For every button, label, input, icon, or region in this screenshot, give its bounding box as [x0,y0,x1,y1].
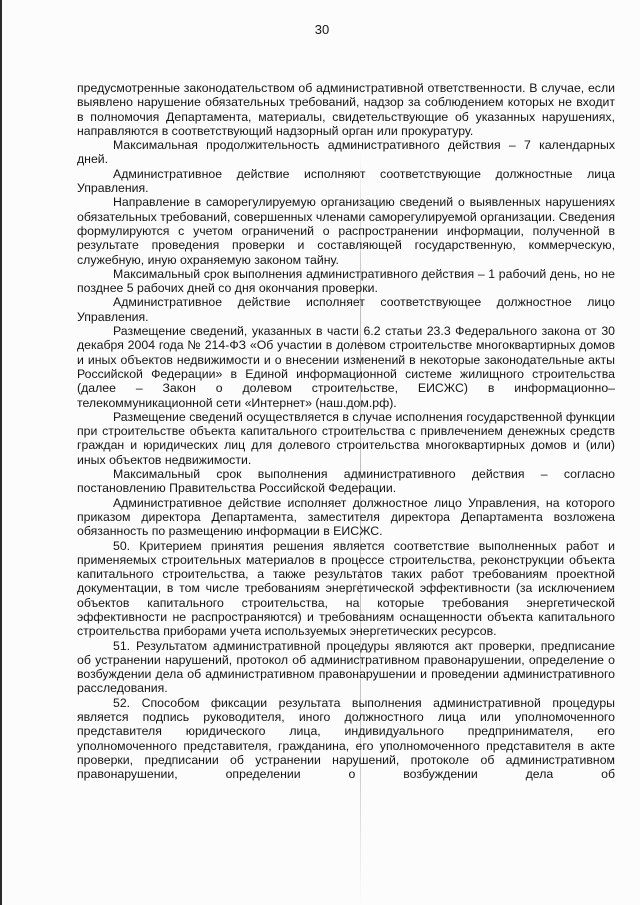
paragraph: Размещение сведений осуществляется в случае исполнения государственной функции при строительстве объекта капитального строительства с привлечением денежных средств граждан и юридических лиц для долевого строительства многоквартирных домов и (или) иных объектов недвижимости. [77,409,615,467]
paragraph: Административное действие исполняет соответствующее должностное лицо Управления. [77,295,615,324]
paragraph: Максимальный срок выполнения административного действия – 1 рабочий день, но не позднее 5 рабочих дней со дня окончания проверки. [77,266,615,296]
paragraph: Максимальная продолжительность административного действия – 7 календарных дней. [77,138,615,167]
paragraph: 52. Способом фиксации результата выполнения административной процедуры является подпись руководителя, иного должностного лица или уполномоченного представителя юридического лица, индивидуального предпринимателя, его уполномоченного представителя, гражданина, его уполномоченного представителя в акте проверки, предписании об устранении нарушений, протоколе об административном правонарушении, определении о возбуждении дела об [77,695,615,782]
paragraph: 51. Результатом административной процедуры являются акт проверки, предписание об устранении нарушений, протокол об административном правонарушении, определение о возбуждении дела об административном правонарушении и проведении административного расследования. [77,638,615,696]
paragraph: Максимальный срок выполнения административного действия – согласно постановлению Правительства Российской Федерации. [77,467,615,496]
paragraph: предусмотренные законодательством об административной ответственности. В случае, если выявлено нарушение обязательных требований, надзор за соблюдением которых не входит в полномочия Департамента, материалы, свидетельствующие об указанных нарушениях, направляются в соответствующий надзорный орган или прокуратуру. [77,81,615,138]
page-number: 30 [314,22,330,37]
paragraph: Размещение сведений, указанных в части 6.2 статьи 23.3 Федерального закона от 30 декабря 2004 года № 214-ФЗ «Об участии в долевом строительстве многоквартирных домов и иных объектов недвижимости и о внесении изменений в некоторые законодательные акты Российской Федерации» в Единой информационной системе жилищного строительства (далее – Закон о долевом строительстве, ЕИСЖС) в информационно–телекоммуникационной сети «Интернет» (наш.дом.рф). [77,324,615,410]
paragraph: 50. Критерием принятия решения является соответствие выполненных работ и применяемых строительных материалов в процессе строительства, реконструкции объекта капитального строительства, а также результатов таких работ требованиям проектной документации, в том числе требованиям энергетической эффективности (за исключением объектов капитального строительства, на которые требования энергетической эффективности не распространяются) и требованиям оснащенности объекта капитального строительства приборами учета используемых энергетических ресурсов. [77,538,615,639]
paragraph: Административное действие исполняет должностное лицо Управления, на которого приказом директора Департамента, заместителя директора Департамента возложена обязанность по размещению информации в ЕИСЖС. [77,495,615,539]
paragraph: Административное действие исполняют соответствующие должностные лица Управления. [77,166,615,196]
paragraph: Направление в саморегулируемую организацию сведений о выявленных нарушениях обязательных требований, совершенных членами саморегулируемой организации. Сведения формулируются с учетом ограничений о распространении информации, полученной в результате проведения проверки и составляющей государственную, коммерческую, служебную, иную охраняемую законом тайну. [77,195,615,267]
document-body [77,81,615,782]
